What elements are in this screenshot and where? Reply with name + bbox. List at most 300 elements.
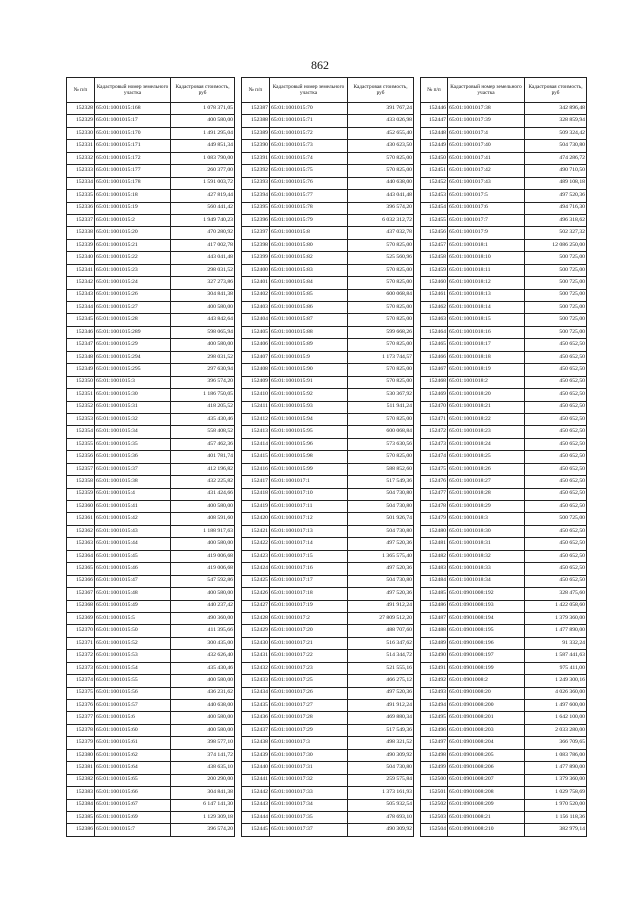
cadastral-number-cell: 65:01:1001018:1: [448, 239, 525, 251]
cadastral-number-cell: 65:01:1001015:60: [95, 724, 171, 736]
row-number-cell: 152375: [67, 687, 95, 699]
cadastral-value-cell: 1 477 890,00: [525, 762, 587, 774]
row-number-cell: 152328: [67, 103, 95, 115]
row-number-cell: 152474: [421, 451, 448, 463]
table-row: [242, 513, 414, 525]
table-row: [67, 302, 235, 314]
cadastral-number-cell: 65:01:1001015:9: [270, 351, 348, 363]
table-row: [421, 737, 587, 749]
cadastral-number-cell: 65:01:0901008:207: [448, 774, 525, 786]
cadastral-number-cell: 65:01:1001017:1: [270, 476, 348, 488]
cadastral-number-cell: 65:01:1001015:6: [95, 712, 171, 724]
cadastral-value-cell: 560 441,42: [171, 202, 235, 214]
cadastral-number-cell: 65:01:1001015:91: [270, 376, 348, 388]
cadastral-number-cell: 65:01:1001017:19: [270, 600, 348, 612]
cadastral-value-cell: 1 970 520,00: [525, 799, 587, 811]
cadastral-number-cell: 65:01:1001015:48: [95, 588, 171, 600]
table-row: [242, 625, 414, 637]
cadastral-value-cell: 436 231,62: [171, 687, 235, 699]
table-row: [67, 811, 235, 823]
cadastral-number-cell: 65:01:1001015:18: [95, 190, 171, 202]
cadastral-value-cell: 1 642 100,00: [525, 712, 587, 724]
table-row: [242, 650, 414, 662]
table-row: [67, 463, 235, 475]
cadastral-number-cell: 65:01:1001018:14: [448, 302, 525, 314]
cadastral-number-cell: 65:01:1001015:94: [270, 413, 348, 425]
row-number-cell: 152488: [421, 625, 448, 637]
row-number-cell: 152399: [242, 252, 270, 264]
cadastral-number-cell: 65:01:0901008:192: [448, 588, 525, 600]
cadastral-value-cell: 1 249 300,16: [525, 675, 587, 687]
row-number-cell: 152391: [242, 152, 270, 164]
cadastral-number-cell: 65:01:1001015:35: [95, 438, 171, 450]
row-number-cell: 152417: [242, 476, 270, 488]
cadastral-number-cell: 65:01:0901008:196: [448, 637, 525, 649]
cadastral-number-cell: 65:01:1001017:43: [448, 177, 525, 189]
cadastral-number-cell: 65:01:1001015:2: [95, 214, 171, 226]
cadastral-value-cell: 431 424,66: [171, 488, 235, 500]
cadastral-value-cell: 500 725,00: [525, 289, 587, 301]
cadastral-number-cell: 65:01:1001018:30: [448, 525, 525, 537]
cadastral-value-cell: 570 825,00: [348, 451, 414, 463]
row-number-cell: 152400: [242, 264, 270, 276]
cadastral-number-cell: 65:01:1001017:6: [448, 202, 525, 214]
table-row: [242, 637, 414, 649]
row-number-cell: 152455: [421, 214, 448, 226]
table-row: [242, 612, 414, 624]
cadastral-value-cell: 500 725,00: [525, 277, 587, 289]
cadastral-number-cell: 65:01:1001015:43: [95, 525, 171, 537]
table-row: [421, 650, 587, 662]
table-row: [242, 700, 414, 712]
cadastral-value-cell: 450 652,50: [525, 351, 587, 363]
table-row: [242, 202, 414, 214]
table-row: [421, 302, 587, 314]
cadastral-value-cell: 374 141,72: [171, 749, 235, 761]
cadastral-number-cell: 65:01:1001015:52: [95, 637, 171, 649]
cadastral-number-cell: 65:01:0901008:208: [448, 787, 525, 799]
row-number-cell: 152423: [242, 550, 270, 562]
cadastral-number-cell: 65:01:1001015:62: [95, 749, 171, 761]
table-row: [67, 140, 235, 152]
table-header-row: [421, 78, 587, 103]
cadastral-value-cell: 450 652,50: [525, 501, 587, 513]
cadastral-number-cell: 65:01:1001015:26: [95, 289, 171, 301]
table-row: [421, 239, 587, 251]
cadastral-value-cell: 440 237,42: [171, 600, 235, 612]
cadastral-value-cell: 1 365 575,40: [348, 550, 414, 562]
row-number-cell: 152344: [67, 302, 95, 314]
row-number-cell: 152336: [67, 202, 95, 214]
cadastral-value-cell: 440 638,00: [171, 700, 235, 712]
cadastral-value-cell: 396 574,20: [171, 824, 235, 836]
table-row: [67, 588, 235, 600]
cadastral-value-cell: 452 655,40: [348, 127, 414, 139]
table-row: [242, 127, 414, 139]
cadastral-value-cell: 450 652,50: [525, 413, 587, 425]
header-number: № п/п: [67, 78, 95, 103]
cadastral-number-cell: 65:01:1001015:19: [95, 202, 171, 214]
cadastral-number-cell: 65:01:1001015:90: [270, 364, 348, 376]
table-row: [421, 389, 587, 401]
cadastral-number-cell: 65:01:1001015:79: [270, 214, 348, 226]
cadastral-number-cell: 65:01:1001015:61: [95, 737, 171, 749]
cadastral-value-cell: 1 186 750,05: [171, 389, 235, 401]
table-row: [421, 525, 587, 537]
row-number-cell: 152494: [421, 700, 448, 712]
table-row: [242, 277, 414, 289]
row-number-cell: 152496: [421, 724, 448, 736]
row-number-cell: 152376: [67, 700, 95, 712]
row-number-cell: 152443: [242, 799, 270, 811]
cadastral-value-cell: 1 491 295,04: [171, 127, 235, 139]
cadastral-value-cell: 449 851,34: [171, 140, 235, 152]
cadastral-value-cell: 1 373 161,93: [348, 787, 414, 799]
cadastral-value-cell: 1 129 309,18: [171, 811, 235, 823]
row-number-cell: 152478: [421, 501, 448, 513]
cadastral-number-cell: 65:01:1001015:42: [95, 513, 171, 525]
cadastral-number-cell: 65:01:1001018:11: [448, 264, 525, 276]
cadastral-number-cell: 65:01:1001015:177: [95, 165, 171, 177]
cadastral-value-cell: 1 477 890,00: [525, 625, 587, 637]
cadastral-value-cell: 570 825,00: [348, 264, 414, 276]
table-row: [242, 501, 414, 513]
row-number-cell: 152335: [67, 190, 95, 202]
table-row: [421, 637, 587, 649]
row-number-cell: 152421: [242, 525, 270, 537]
cadastral-number-cell: 65:01:1001015:47: [95, 575, 171, 587]
row-number-cell: 152440: [242, 762, 270, 774]
table-row: [242, 152, 414, 164]
row-number-cell: 152341: [67, 264, 95, 276]
row-number-cell: 152356: [67, 451, 95, 463]
cadastral-value-cell: 327 273,86: [171, 277, 235, 289]
table-row: [421, 277, 587, 289]
cadastral-number-cell: 65:01:1001015:78: [270, 202, 348, 214]
table-row: [242, 575, 414, 587]
cadastral-value-cell: 408 591,60: [171, 513, 235, 525]
table-row: [67, 289, 235, 301]
row-number-cell: 152438: [242, 737, 270, 749]
table-row: [242, 165, 414, 177]
table-row: [421, 762, 587, 774]
cadastral-number-cell: 65:01:1001015:82: [270, 252, 348, 264]
cadastral-number-cell: 65:01:1001015:27: [95, 302, 171, 314]
cadastral-table-2: [241, 77, 414, 837]
cadastral-number-cell: 65:01:1001015:71: [270, 115, 348, 127]
table-row: [67, 227, 235, 239]
cadastral-number-cell: 65:01:1001015:44: [95, 538, 171, 550]
cadastral-value-cell: 328 859,94: [525, 115, 587, 127]
row-number-cell: 152395: [242, 202, 270, 214]
cadastral-value-cell: 1 083 786,00: [525, 749, 587, 761]
cadastral-value-cell: 489 108,18: [525, 177, 587, 189]
cadastral-value-cell: 530 367,92: [348, 389, 414, 401]
cadastral-value-cell: 427 819,44: [171, 190, 235, 202]
row-number-cell: 152452: [421, 177, 448, 189]
cadastral-value-cell: 570 825,00: [348, 152, 414, 164]
table-row: [67, 351, 235, 363]
table-row: [67, 774, 235, 786]
row-number-cell: 152362: [67, 525, 95, 537]
row-number-cell: 152377: [67, 712, 95, 724]
table-row: [242, 438, 414, 450]
table-row: [242, 787, 414, 799]
row-number-cell: 152504: [421, 824, 448, 836]
table-row: [67, 239, 235, 251]
cadastral-number-cell: 65:01:1001015:84: [270, 277, 348, 289]
cadastral-value-cell: 498 321,52: [348, 737, 414, 749]
row-number-cell: 152372: [67, 650, 95, 662]
cadastral-number-cell: 65:01:1001017:5: [448, 190, 525, 202]
table-row: [421, 563, 587, 575]
cadastral-number-cell: 65:01:0901008:2: [448, 675, 525, 687]
cadastral-number-cell: 65:01:1001018:31: [448, 538, 525, 550]
cadastral-value-cell: 450 652,50: [525, 389, 587, 401]
table-row: [242, 239, 414, 251]
row-number-cell: 152385: [67, 811, 95, 823]
cadastral-number-cell: 65:01:1001018:23: [448, 426, 525, 438]
cadastral-number-cell: 65:01:1001015:24: [95, 277, 171, 289]
cadastral-number-cell: 65:01:0901008:206: [448, 762, 525, 774]
row-number-cell: 152444: [242, 811, 270, 823]
table-row: [421, 140, 587, 152]
cadastral-number-cell: 65:01:1001015:23: [95, 264, 171, 276]
row-number-cell: 152436: [242, 712, 270, 724]
row-number-cell: 152451: [421, 165, 448, 177]
table-row: [67, 214, 235, 226]
cadastral-number-cell: 65:01:1001015:295: [95, 364, 171, 376]
row-number-cell: 152365: [67, 563, 95, 575]
row-number-cell: 152427: [242, 600, 270, 612]
cadastral-number-cell: 65:01:1001017:17: [270, 575, 348, 587]
table-row: [67, 550, 235, 562]
cadastral-value-cell: 433 026,98: [348, 115, 414, 127]
table-row: [421, 675, 587, 687]
row-number-cell: 152425: [242, 575, 270, 587]
cadastral-number-cell: 65:01:1001017:15: [270, 550, 348, 562]
table-row: [242, 190, 414, 202]
table-row: [242, 413, 414, 425]
cadastral-value-cell: 488 707,60: [348, 625, 414, 637]
cadastral-number-cell: 65:01:1001017:9: [448, 227, 525, 239]
cadastral-number-cell: 65:01:1001015:49: [95, 600, 171, 612]
table-row: [67, 787, 235, 799]
cadastral-number-cell: 65:01:0901008:203: [448, 724, 525, 736]
table-row: [421, 252, 587, 264]
row-number-cell: 152464: [421, 326, 448, 338]
cadastral-number-cell: 65:01:1001017:10: [270, 488, 348, 500]
row-number-cell: 152342: [67, 277, 95, 289]
cadastral-number-cell: 65:01:0901008:200: [448, 700, 525, 712]
cadastral-value-cell: 509 324,42: [525, 127, 587, 139]
table-row: [421, 326, 587, 338]
header-cadastral-value: Кадастровая стоимость, руб: [171, 78, 235, 103]
cadastral-value-cell: 558 408,52: [171, 426, 235, 438]
table-row: [421, 476, 587, 488]
row-number-cell: 152485: [421, 588, 448, 600]
cadastral-number-cell: 65:01:0901008:195: [448, 625, 525, 637]
cadastral-number-cell: 65:01:1001015:98: [270, 451, 348, 463]
table-row: [242, 811, 414, 823]
row-number-cell: 152441: [242, 774, 270, 786]
cadastral-value-cell: 457 462,36: [171, 438, 235, 450]
cadastral-value-cell: 1 591 003,72: [171, 177, 235, 189]
cadastral-value-cell: 342 896,48: [525, 103, 587, 115]
cadastral-number-cell: 65:01:0901008:205: [448, 749, 525, 761]
cadastral-number-cell: 65:01:1001018:15: [448, 314, 525, 326]
table-header-row: [67, 78, 235, 103]
row-number-cell: 152348: [67, 351, 95, 363]
table-row: [67, 115, 235, 127]
cadastral-value-cell: 440 638,00: [348, 177, 414, 189]
cadastral-number-cell: 65:01:1001017:28: [270, 712, 348, 724]
row-number-cell: 152337: [67, 214, 95, 226]
cadastral-number-cell: 65:01:1001018:24: [448, 438, 525, 450]
cadastral-value-cell: 396 574,20: [171, 376, 235, 388]
cadastral-number-cell: 65:01:1001015:83: [270, 264, 348, 276]
row-number-cell: 152411: [242, 401, 270, 413]
table-row: [67, 749, 235, 761]
table-row: [421, 364, 587, 376]
cadastral-value-cell: 400 580,00: [171, 712, 235, 724]
table-row: [242, 376, 414, 388]
cadastral-number-cell: 65:01:1001017:14: [270, 538, 348, 550]
table-row: [67, 426, 235, 438]
row-number-cell: 152499: [421, 762, 448, 774]
cadastral-value-cell: 469 880,34: [348, 712, 414, 724]
row-number-cell: 152387: [242, 103, 270, 115]
row-number-cell: 152407: [242, 351, 270, 363]
cadastral-number-cell: 65:01:1001017:31: [270, 762, 348, 774]
table-row: [67, 339, 235, 351]
row-number-cell: 152368: [67, 600, 95, 612]
row-number-cell: 152501: [421, 787, 448, 799]
cadastral-table-1: [66, 77, 235, 837]
cadastral-value-cell: 525 560,96: [348, 252, 414, 264]
row-number-cell: 152358: [67, 476, 95, 488]
row-number-cell: 152361: [67, 513, 95, 525]
table-row: [67, 501, 235, 513]
table-row: [421, 165, 587, 177]
cadastral-value-cell: 298 031,52: [171, 351, 235, 363]
row-number-cell: 152403: [242, 302, 270, 314]
cadastral-value-cell: 504 730,80: [348, 525, 414, 537]
row-number-cell: 152402: [242, 289, 270, 301]
table-row: [67, 513, 235, 525]
cadastral-number-cell: 65:01:1001015:64: [95, 762, 171, 774]
cadastral-number-cell: 65:01:1001018:19: [448, 364, 525, 376]
cadastral-number-cell: 65:01:1001015:80: [270, 239, 348, 251]
cadastral-number-cell: 65:01:0901008:199: [448, 662, 525, 674]
row-number-cell: 152459: [421, 264, 448, 276]
row-number-cell: 152363: [67, 538, 95, 550]
cadastral-value-cell: 437 032,78: [348, 227, 414, 239]
table-row: [242, 824, 414, 836]
table-row: [421, 687, 587, 699]
row-number-cell: 152473: [421, 438, 448, 450]
table-row: [242, 799, 414, 811]
row-number-cell: 152469: [421, 389, 448, 401]
cadastral-value-cell: 497 520,36: [348, 588, 414, 600]
header-cadastral-value: Кадастровая стоимость, руб: [348, 78, 414, 103]
cadastral-value-cell: 366 709,65: [525, 737, 587, 749]
table-row: [421, 463, 587, 475]
cadastral-number-cell: 65:01:1001015:21: [95, 239, 171, 251]
cadastral-number-cell: 65:01:1001017:34: [270, 799, 348, 811]
cadastral-value-cell: 497 520,36: [525, 190, 587, 202]
cadastral-value-cell: 450 652,50: [525, 451, 587, 463]
cadastral-value-cell: 500 725,00: [525, 314, 587, 326]
row-number-cell: 152339: [67, 239, 95, 251]
cadastral-number-cell: 65:01:1001018:29: [448, 501, 525, 513]
cadastral-value-cell: 494 716,30: [525, 202, 587, 214]
cadastral-number-cell: 65:01:1001017:41: [448, 152, 525, 164]
table-row: [242, 252, 414, 264]
row-number-cell: 152359: [67, 488, 95, 500]
cadastral-value-cell: 1 497 600,00: [525, 700, 587, 712]
table-row: [242, 302, 414, 314]
cadastral-number-cell: 65:01:1001017:20: [270, 625, 348, 637]
cadastral-number-cell: 65:01:0901008:209: [448, 799, 525, 811]
cadastral-value-cell: 570 825,00: [348, 314, 414, 326]
cadastral-number-cell: 65:01:1001015:69: [95, 811, 171, 823]
row-number-cell: 152345: [67, 314, 95, 326]
cadastral-number-cell: 65:01:1001015:29: [95, 339, 171, 351]
cadastral-number-cell: 65:01:1001018:3: [448, 513, 525, 525]
row-number-cell: 152329: [67, 115, 95, 127]
table-row: [421, 190, 587, 202]
cadastral-number-cell: 65:01:1001018:13: [448, 289, 525, 301]
row-number-cell: 152334: [67, 177, 95, 189]
cadastral-value-cell: 570 825,00: [348, 376, 414, 388]
cadastral-value-cell: 300 435,00: [171, 637, 235, 649]
row-number-cell: 152481: [421, 538, 448, 550]
table-row: [67, 625, 235, 637]
cadastral-value-cell: 6 032 312,72: [348, 214, 414, 226]
cadastral-value-cell: 91 332,24: [525, 637, 587, 649]
table-row: [421, 575, 587, 587]
cadastral-value-cell: 505 932,54: [348, 799, 414, 811]
row-number-cell: 152433: [242, 675, 270, 687]
row-number-cell: 152460: [421, 277, 448, 289]
row-number-cell: 152482: [421, 550, 448, 562]
cadastral-value-cell: 200 290,00: [171, 774, 235, 786]
cadastral-number-cell: 65:01:1001015:30: [95, 389, 171, 401]
cadastral-value-cell: 400 580,00: [171, 588, 235, 600]
cadastral-value-cell: 27 809 512,20: [348, 612, 414, 624]
cadastral-number-cell: 65:01:1001018:27: [448, 476, 525, 488]
row-number-cell: 152471: [421, 413, 448, 425]
row-number-cell: 152479: [421, 513, 448, 525]
cadastral-number-cell: 65:01:1001017:4: [448, 127, 525, 139]
row-number-cell: 152503: [421, 811, 448, 823]
row-number-cell: 152383: [67, 787, 95, 799]
table-row: [67, 103, 235, 115]
row-number-cell: 152475: [421, 463, 448, 475]
table-row: [421, 488, 587, 500]
cadastral-value-cell: 490 360,00: [171, 612, 235, 624]
header-cadastral-number: Кадастровый номер земельного участка: [270, 78, 348, 103]
cadastral-number-cell: 65:01:1001017:16: [270, 563, 348, 575]
cadastral-number-cell: 65:01:1001015:37: [95, 463, 171, 475]
table-row: [421, 214, 587, 226]
cadastral-value-cell: 450 652,50: [525, 339, 587, 351]
cadastral-value-cell: 1 949 740,23: [171, 214, 235, 226]
cadastral-value-cell: 570 825,00: [348, 364, 414, 376]
cadastral-value-cell: 400 580,00: [171, 302, 235, 314]
row-number-cell: 152461: [421, 289, 448, 301]
